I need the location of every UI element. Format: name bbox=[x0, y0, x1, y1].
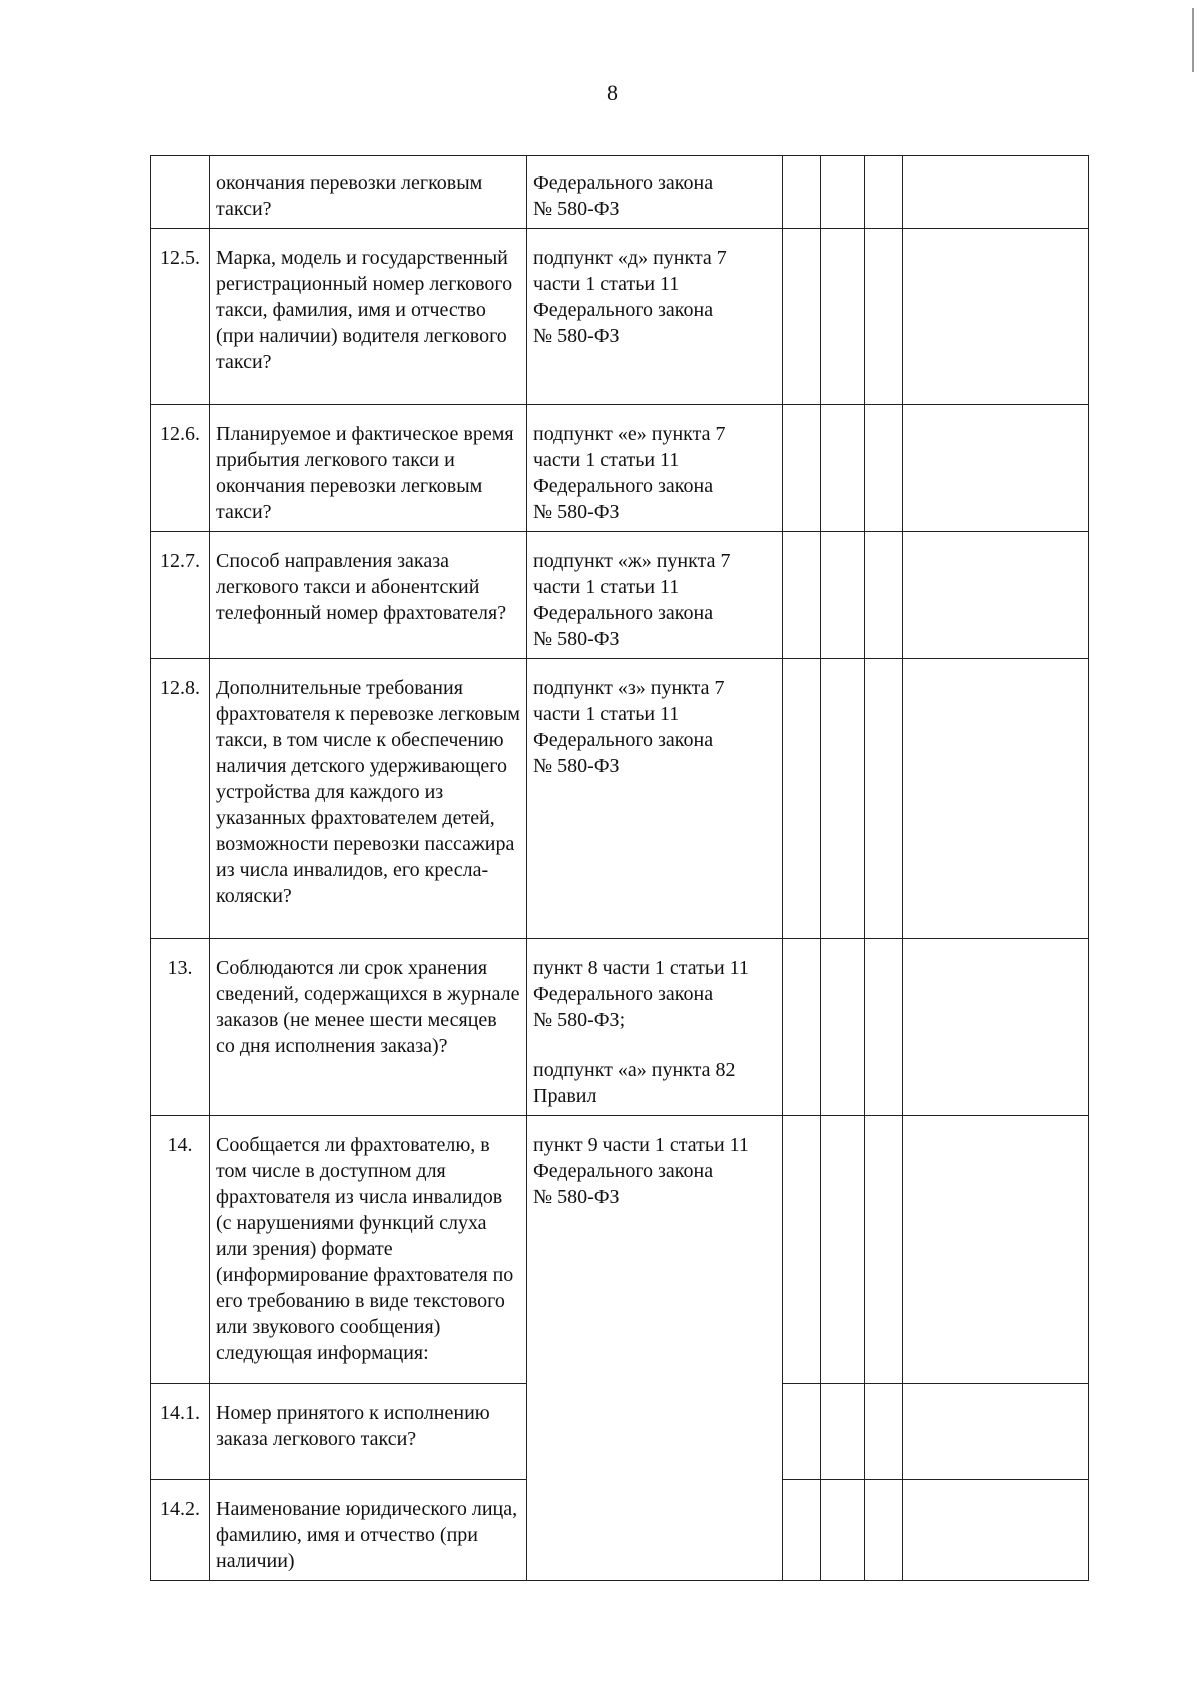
note-cell bbox=[903, 405, 1089, 532]
question-text: Способ направления заказа легкового такси и абонентский телефонный номер фрахтователя? bbox=[210, 532, 527, 659]
no-cell bbox=[821, 1116, 865, 1384]
yes-cell bbox=[783, 659, 821, 939]
row-number: 14. bbox=[151, 1116, 210, 1384]
row-number: 14.1. bbox=[151, 1384, 210, 1480]
yes-cell bbox=[783, 1480, 821, 1581]
not-applicable-cell bbox=[865, 1384, 903, 1480]
row-number: 12.8. bbox=[151, 659, 210, 939]
no-cell bbox=[821, 659, 865, 939]
reference-line: пункт 8 части 1 статьи 11 bbox=[533, 957, 749, 979]
row-number: 12.5. bbox=[151, 229, 210, 405]
reference-line: № 580-ФЗ; bbox=[533, 1009, 626, 1031]
reference-line: Федерального закона bbox=[533, 983, 714, 1005]
table-row bbox=[151, 405, 1089, 532]
reference-line: № 580-ФЗ bbox=[533, 628, 620, 650]
reference-line: части 1 статьи 11 bbox=[533, 576, 680, 598]
scan-edge-mark bbox=[1192, 8, 1194, 72]
reference-line: Федерального закона bbox=[533, 1160, 714, 1182]
yes-cell bbox=[783, 156, 821, 229]
question-text: Наименование юридического лица, фамилию, имя и отчество (при наличии) bbox=[210, 1480, 527, 1581]
no-cell bbox=[821, 532, 865, 659]
table-row bbox=[151, 939, 1089, 1116]
checklist-table bbox=[150, 155, 1089, 1581]
note-cell bbox=[903, 1384, 1089, 1480]
no-cell bbox=[821, 405, 865, 532]
legal-reference bbox=[527, 156, 783, 229]
reference-line: № 580-ФЗ bbox=[533, 501, 620, 523]
not-applicable-cell bbox=[865, 532, 903, 659]
legal-reference bbox=[527, 405, 783, 532]
note-cell bbox=[903, 939, 1089, 1116]
not-applicable-cell bbox=[865, 229, 903, 405]
yes-cell bbox=[783, 1116, 821, 1384]
reference-line: подпункт «а» пункта 82 bbox=[533, 1059, 736, 1081]
no-cell bbox=[821, 939, 865, 1116]
note-cell bbox=[903, 1116, 1089, 1384]
reference-line: № 580-ФЗ bbox=[533, 198, 620, 220]
row-number: 14.2. bbox=[151, 1480, 210, 1581]
question-text: Соблюдаются ли срок хранения сведений, содержащихся в журнале заказов (не менее шести месяцев со дня исполнения заказа)? bbox=[210, 939, 527, 1116]
reference-line: части 1 статьи 11 bbox=[533, 449, 680, 471]
reference-line: пункт 9 части 1 статьи 11 bbox=[533, 1134, 749, 1156]
yes-cell bbox=[783, 939, 821, 1116]
yes-cell bbox=[783, 229, 821, 405]
not-applicable-cell bbox=[865, 659, 903, 939]
question-text: Дополнительные требования фрахтователя к перевозке легковым такси, в том числе к обеспечению наличия детского удерживающего устройства для каждого из указанных фрахтователем детей, возможности перевозки пассажира из числа инвалидов, его кресла-коляски? bbox=[210, 659, 527, 939]
note-cell bbox=[903, 229, 1089, 405]
reference-line: Федерального закона bbox=[533, 475, 714, 497]
legal-reference bbox=[527, 939, 783, 1116]
not-applicable-cell bbox=[865, 939, 903, 1116]
table-row bbox=[151, 659, 1089, 939]
table-row bbox=[151, 532, 1089, 659]
not-applicable-cell bbox=[865, 1116, 903, 1384]
reference-line: подпункт «з» пункта 7 bbox=[533, 677, 725, 699]
yes-cell bbox=[783, 532, 821, 659]
note-cell bbox=[903, 156, 1089, 229]
reference-line: подпункт «д» пункта 7 bbox=[533, 247, 727, 269]
question-text: окончания перевозки легковым такси? bbox=[210, 156, 527, 229]
reference-line: № 580-ФЗ bbox=[533, 1186, 620, 1208]
reference-line: части 1 статьи 11 bbox=[533, 703, 680, 725]
question-text: Сообщается ли фрахтователю, в том числе в доступном для фрахтователя из числа инвалидов (с нарушениями функций слуха или зрения) формате (информирование фрахтователя по его требованию в виде текстового или звукового сообщения) следующая информация: bbox=[210, 1116, 527, 1384]
reference-line: Федерального закона bbox=[533, 172, 714, 194]
row-number: 12.7. bbox=[151, 532, 210, 659]
legal-reference bbox=[527, 229, 783, 405]
reference-line: № 580-ФЗ bbox=[533, 755, 620, 777]
row-number bbox=[151, 156, 210, 229]
reference-line: Федерального закона bbox=[533, 729, 714, 751]
yes-cell bbox=[783, 405, 821, 532]
reference-line: Правил bbox=[533, 1085, 597, 1107]
no-cell bbox=[821, 156, 865, 229]
not-applicable-cell bbox=[865, 1480, 903, 1581]
reference-line: Федерального закона bbox=[533, 602, 714, 624]
reference-line: Федерального закона bbox=[533, 299, 714, 321]
yes-cell bbox=[783, 1384, 821, 1480]
table-row bbox=[151, 1116, 1089, 1384]
note-cell bbox=[903, 659, 1089, 939]
question-text: Планируемое и фактическое время прибытия легкового такси и окончания перевозки легковым такси? bbox=[210, 405, 527, 532]
not-applicable-cell bbox=[865, 156, 903, 229]
reference-spacer bbox=[533, 1033, 776, 1057]
no-cell bbox=[821, 1384, 865, 1480]
no-cell bbox=[821, 1480, 865, 1581]
note-cell bbox=[903, 1480, 1089, 1581]
reference-line: № 580-ФЗ bbox=[533, 325, 620, 347]
row-number: 12.6. bbox=[151, 405, 210, 532]
reference-line: подпункт «е» пункта 7 bbox=[533, 423, 726, 445]
page-number: 8 bbox=[607, 80, 618, 105]
note-cell bbox=[903, 532, 1089, 659]
question-text: Номер принятого к исполнению заказа легкового такси? bbox=[210, 1384, 527, 1480]
legal-reference bbox=[527, 532, 783, 659]
not-applicable-cell bbox=[865, 405, 903, 532]
row-number: 13. bbox=[151, 939, 210, 1116]
reference-line: подпункт «ж» пункта 7 bbox=[533, 550, 731, 572]
question-text: Марка, модель и государственный регистрационный номер легкового такси, фамилия, имя и отчество (при наличии) водителя легкового такси? bbox=[210, 229, 527, 405]
table-row bbox=[151, 229, 1089, 405]
legal-reference bbox=[527, 659, 783, 939]
no-cell bbox=[821, 229, 865, 405]
legal-reference bbox=[527, 1116, 783, 1581]
reference-line: части 1 статьи 11 bbox=[533, 273, 680, 295]
table-row bbox=[151, 156, 1089, 229]
